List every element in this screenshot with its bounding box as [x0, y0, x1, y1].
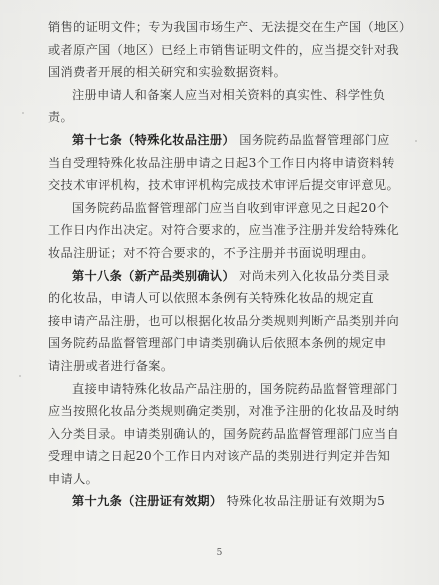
text-line: 接申请产品注册，也可以根据化妆品分类规则判断产品类别并向	[48, 313, 400, 328]
article-18-line	[48, 265, 391, 288]
text-line: 国消费者开展的相关研究和实验数据资料。	[48, 65, 287, 80]
article-19-line	[48, 490, 391, 513]
page-number: 5	[216, 548, 223, 558]
text-line: 应当按照化妆品分类规则确定类别，对准予注册的化妆品及时纳	[48, 404, 400, 419]
text-line: 申请人。	[48, 471, 99, 486]
text-line: 交技术审评机构，技术审评机构完成技术审评后提交审评意见。	[48, 178, 400, 193]
text-line: 的化妆品，申请人可以依照本条例有关特殊化妆品的规定直	[48, 291, 374, 306]
paper-speck	[19, 375, 21, 377]
text-line: 受理申请之日起20个工作日内对该产品的类别进行判定并告知	[48, 449, 391, 464]
text-line: 当自受理特殊化妆品注册申请之日起3个工作日内将申请资料转	[48, 155, 395, 170]
article-heading: 第十八条（新产品类别确认）	[72, 268, 235, 283]
document-body	[48, 16, 412, 513]
text-line: 工作日内作出决定。对符合要求的，应当准予注册并发给特殊化	[48, 223, 400, 238]
text-line: 注册申请人和备案人应当对相关资料的真实性、科学性负	[72, 87, 386, 102]
text-line: 直接申请特殊化妆品产品注册的，国务院药品监督管理部门	[72, 381, 398, 396]
text-line: 入分类目录。申请类别确认的，国务院药品监督管理部门应当自	[48, 426, 400, 441]
text-line: 妆品注册证；对不符合要求的，不予注册并书面说明理由。	[48, 245, 374, 260]
article-heading: 第十七条（特殊化妆品注册）	[72, 132, 235, 147]
text-line: 国务院药品监督管理部门申请类别确认后依照本条例的规定申	[48, 336, 387, 351]
text-line: 或者原产国（地区）已经上市销售证明文件的，应当提交针对我	[48, 42, 400, 57]
article-17-line	[48, 129, 391, 152]
paper-speck	[22, 112, 24, 114]
text-line: 销售的证明文件；专为我国市场生产、无法提交在生产国（地区）	[48, 20, 412, 34]
article-text: 国务院药品监督管理部门应	[239, 132, 390, 147]
article-text: 对尚未列入化妆品分类目录	[239, 268, 390, 283]
article-text: 特殊化妆品注册证有效期为5	[226, 494, 386, 509]
text-line: 请注册或者进行备案。	[48, 358, 174, 373]
paper-speck	[415, 140, 417, 142]
text-line: 责。	[48, 110, 74, 125]
article-heading: 第十九条（注册证有效期）	[72, 494, 223, 509]
text-line: 国务院药品监督管理部门应当自收到审评意见之日起20个	[72, 200, 390, 215]
